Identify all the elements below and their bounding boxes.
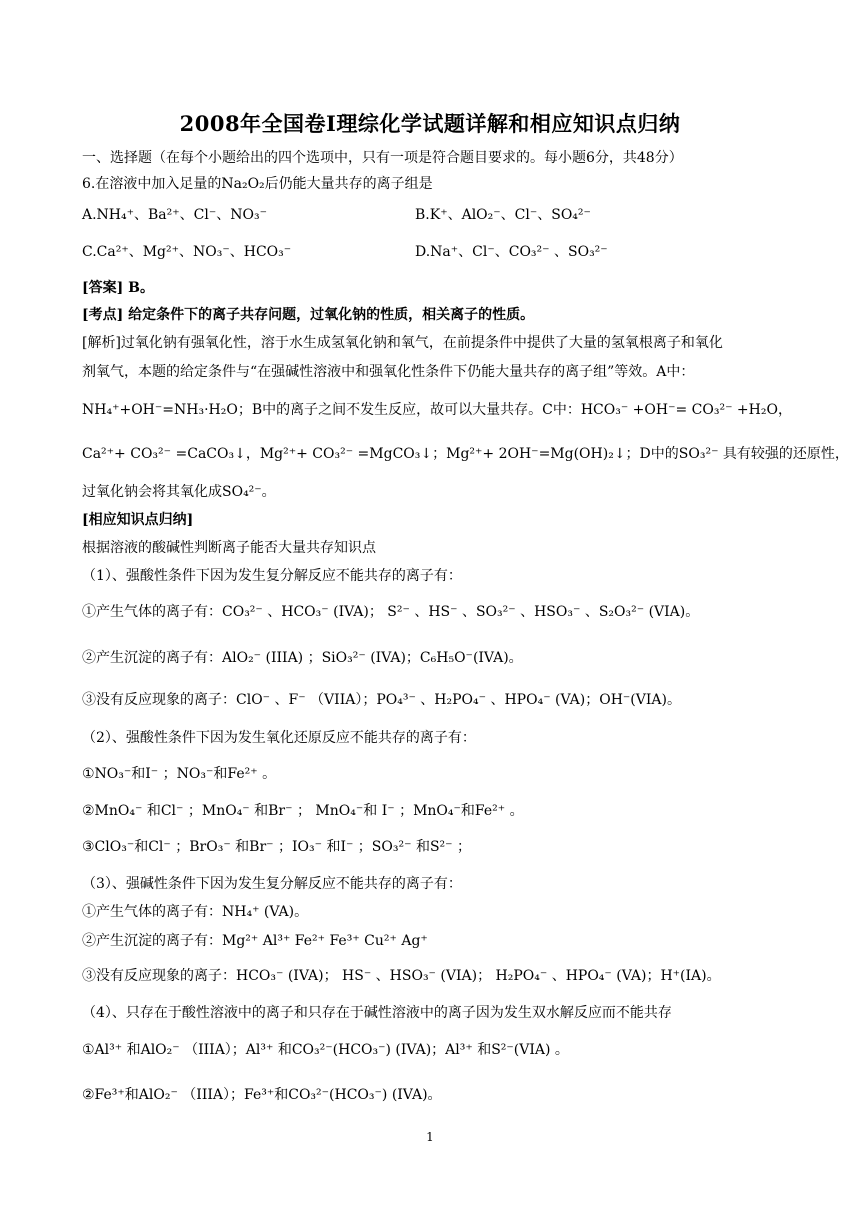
analysis-line-2: 剂氧气，本题的给定条件与“在强碱性溶液中和强氧化性条件下仍能大量共存的离子组”等效。A中： — [82, 364, 695, 380]
analysis-line-5: 过氧化钠会将其氧化成SO₄²⁻。 — [82, 484, 276, 500]
subsection-2-heading: （2）、强酸性条件下因为发生氧化还原反应不能共存的离子有： — [82, 730, 476, 746]
subsection-3-item-2: ②产生沉淀的离子有：Mg²⁺ Al³⁺ Fe²⁺ Fe³⁺ Cu²⁺ Ag⁺ — [82, 933, 428, 949]
key-point-line: [考点] 给定条件下的离子共存问题，过氧化钠的性质，相关离子的性质。 — [82, 307, 535, 323]
subsection-3-item-3: ③没有反应现象的离子：HCO₃⁻ (IVA)； HS⁻ 、HSO₃⁻ (VIA)； H₂PO₄⁻ 、HPO₄⁻ (VA)；H⁺(IA)。 — [82, 968, 721, 984]
subsection-1-item-3: ③没有反应现象的离子：ClO⁻ 、F⁻ （VIIA）；PO₄³⁻ 、H₂PO₄⁻ 、HPO₄⁻ (VA)；OH⁻(VIA)。 — [82, 692, 681, 708]
knowledge-heading: [相应知识点归纳] — [82, 512, 194, 528]
answer-line: [答案] B。 — [82, 280, 154, 296]
page-number: 1 — [426, 1130, 434, 1144]
analysis-line-3: NH₄⁺+OH⁻=NH₃·H₂O；B中的离子之间不发生反应，故可以大量共存。C中：HCO₃⁻ +OH⁻= CO₃²⁻ +H₂O， — [82, 402, 792, 418]
analysis-line-1: [解析]过氧化钠有强氧化性，溶于水生成氢氧化钠和氧气，在前提条件中提供了大量的氢氧根离子和氧化 — [82, 335, 723, 351]
knowledge-intro: 根据溶液的酸碱性判断离子能否大量共存知识点 — [82, 540, 376, 556]
subsection-2-item-3: ③ClO₃⁻和Cl⁻ ；BrO₃⁻ 和Br⁻ ；IO₃⁻ 和I⁻ ；SO₃²⁻ 和S²⁻ ； — [82, 839, 471, 855]
subsection-1-item-2: ②产生沉淀的离子有：AlO₂⁻ (IIIA) ；SiO₃²⁻ (IVA)；C₆H₅O⁻(IVA)。 — [82, 650, 523, 666]
subsection-4-heading: （4）、只存在于酸性溶液中的离子和只存在于碱性溶液中的离子因为发生双水解反应而不能共存 — [82, 1005, 672, 1021]
option-d: D.Na⁺、Cl⁻、CO₃²⁻ 、SO₃²⁻ — [415, 244, 608, 260]
page-title: 2008年全国卷I理综化学试题详解和相应知识点归纳 — [179, 111, 681, 136]
analysis-line-4: Ca²⁺+ CO₃²⁻ =CaCO₃↓，Mg²⁺+ CO₃²⁻ =MgCO₃↓；Mg²⁺+ 2OH⁻=Mg(OH)₂↓；D中的SO₃²⁻ 具有较强的还原性， — [82, 446, 849, 462]
option-a: A.NH₄⁺、Ba²⁺、Cl⁻、NO₃⁻ — [82, 207, 267, 223]
subsection-2-item-2: ②MnO₄⁻ 和Cl⁻ ；MnO₄⁻ 和Br⁻ ； MnO₄⁻和 I⁻ ；MnO₄⁻和Fe²⁺ 。 — [82, 803, 524, 819]
subsection-4-item-1: ①Al³⁺ 和AlO₂⁻ （IIIA）；Al³⁺ 和CO₃²⁻(HCO₃⁻) (IVA)；Al³⁺ 和S²⁻(VIA) 。 — [82, 1042, 569, 1058]
option-c: C.Ca²⁺、Mg²⁺、NO₃⁻、HCO₃⁻ — [82, 244, 292, 260]
subsection-1-heading: （1）、强酸性条件下因为发生复分解反应不能共存的离子有： — [82, 568, 462, 584]
subsection-3-item-1: ①产生气体的离子有：NH₄⁺ (VA)。 — [82, 904, 309, 920]
subsection-1-item-1: ①产生气体的离子有：CO₃²⁻ 、HCO₃⁻ (IVA)； S²⁻ 、HS⁻ 、SO₃²⁻ 、HSO₃⁻ 、S₂O₃²⁻ (VIA)。 — [82, 604, 700, 620]
subsection-4-item-2: ②Fe³⁺和AlO₂⁻ （IIIA）；Fe³⁺和CO₃²⁻(HCO₃⁻) (IVA)。 — [82, 1087, 442, 1103]
question-6-stem: 6.在溶液中加入足量的Na₂O₂后仍能大量共存的离子组是 — [82, 176, 433, 192]
section-heading-choice: 一、选择题（在每个小题给出的四个选项中，只有一项是符合题目要求的。每小题6分，共48分） — [82, 150, 683, 166]
subsection-2-item-1: ①NO₃⁻和I⁻ ；NO₃⁻和Fe²⁺ 。 — [82, 766, 277, 782]
option-b: B.K⁺、AlO₂⁻、Cl⁻、SO₄²⁻ — [415, 207, 591, 223]
subsection-3-heading: （3）、强碱性条件下因为发生复分解反应不能共存的离子有： — [82, 876, 462, 892]
